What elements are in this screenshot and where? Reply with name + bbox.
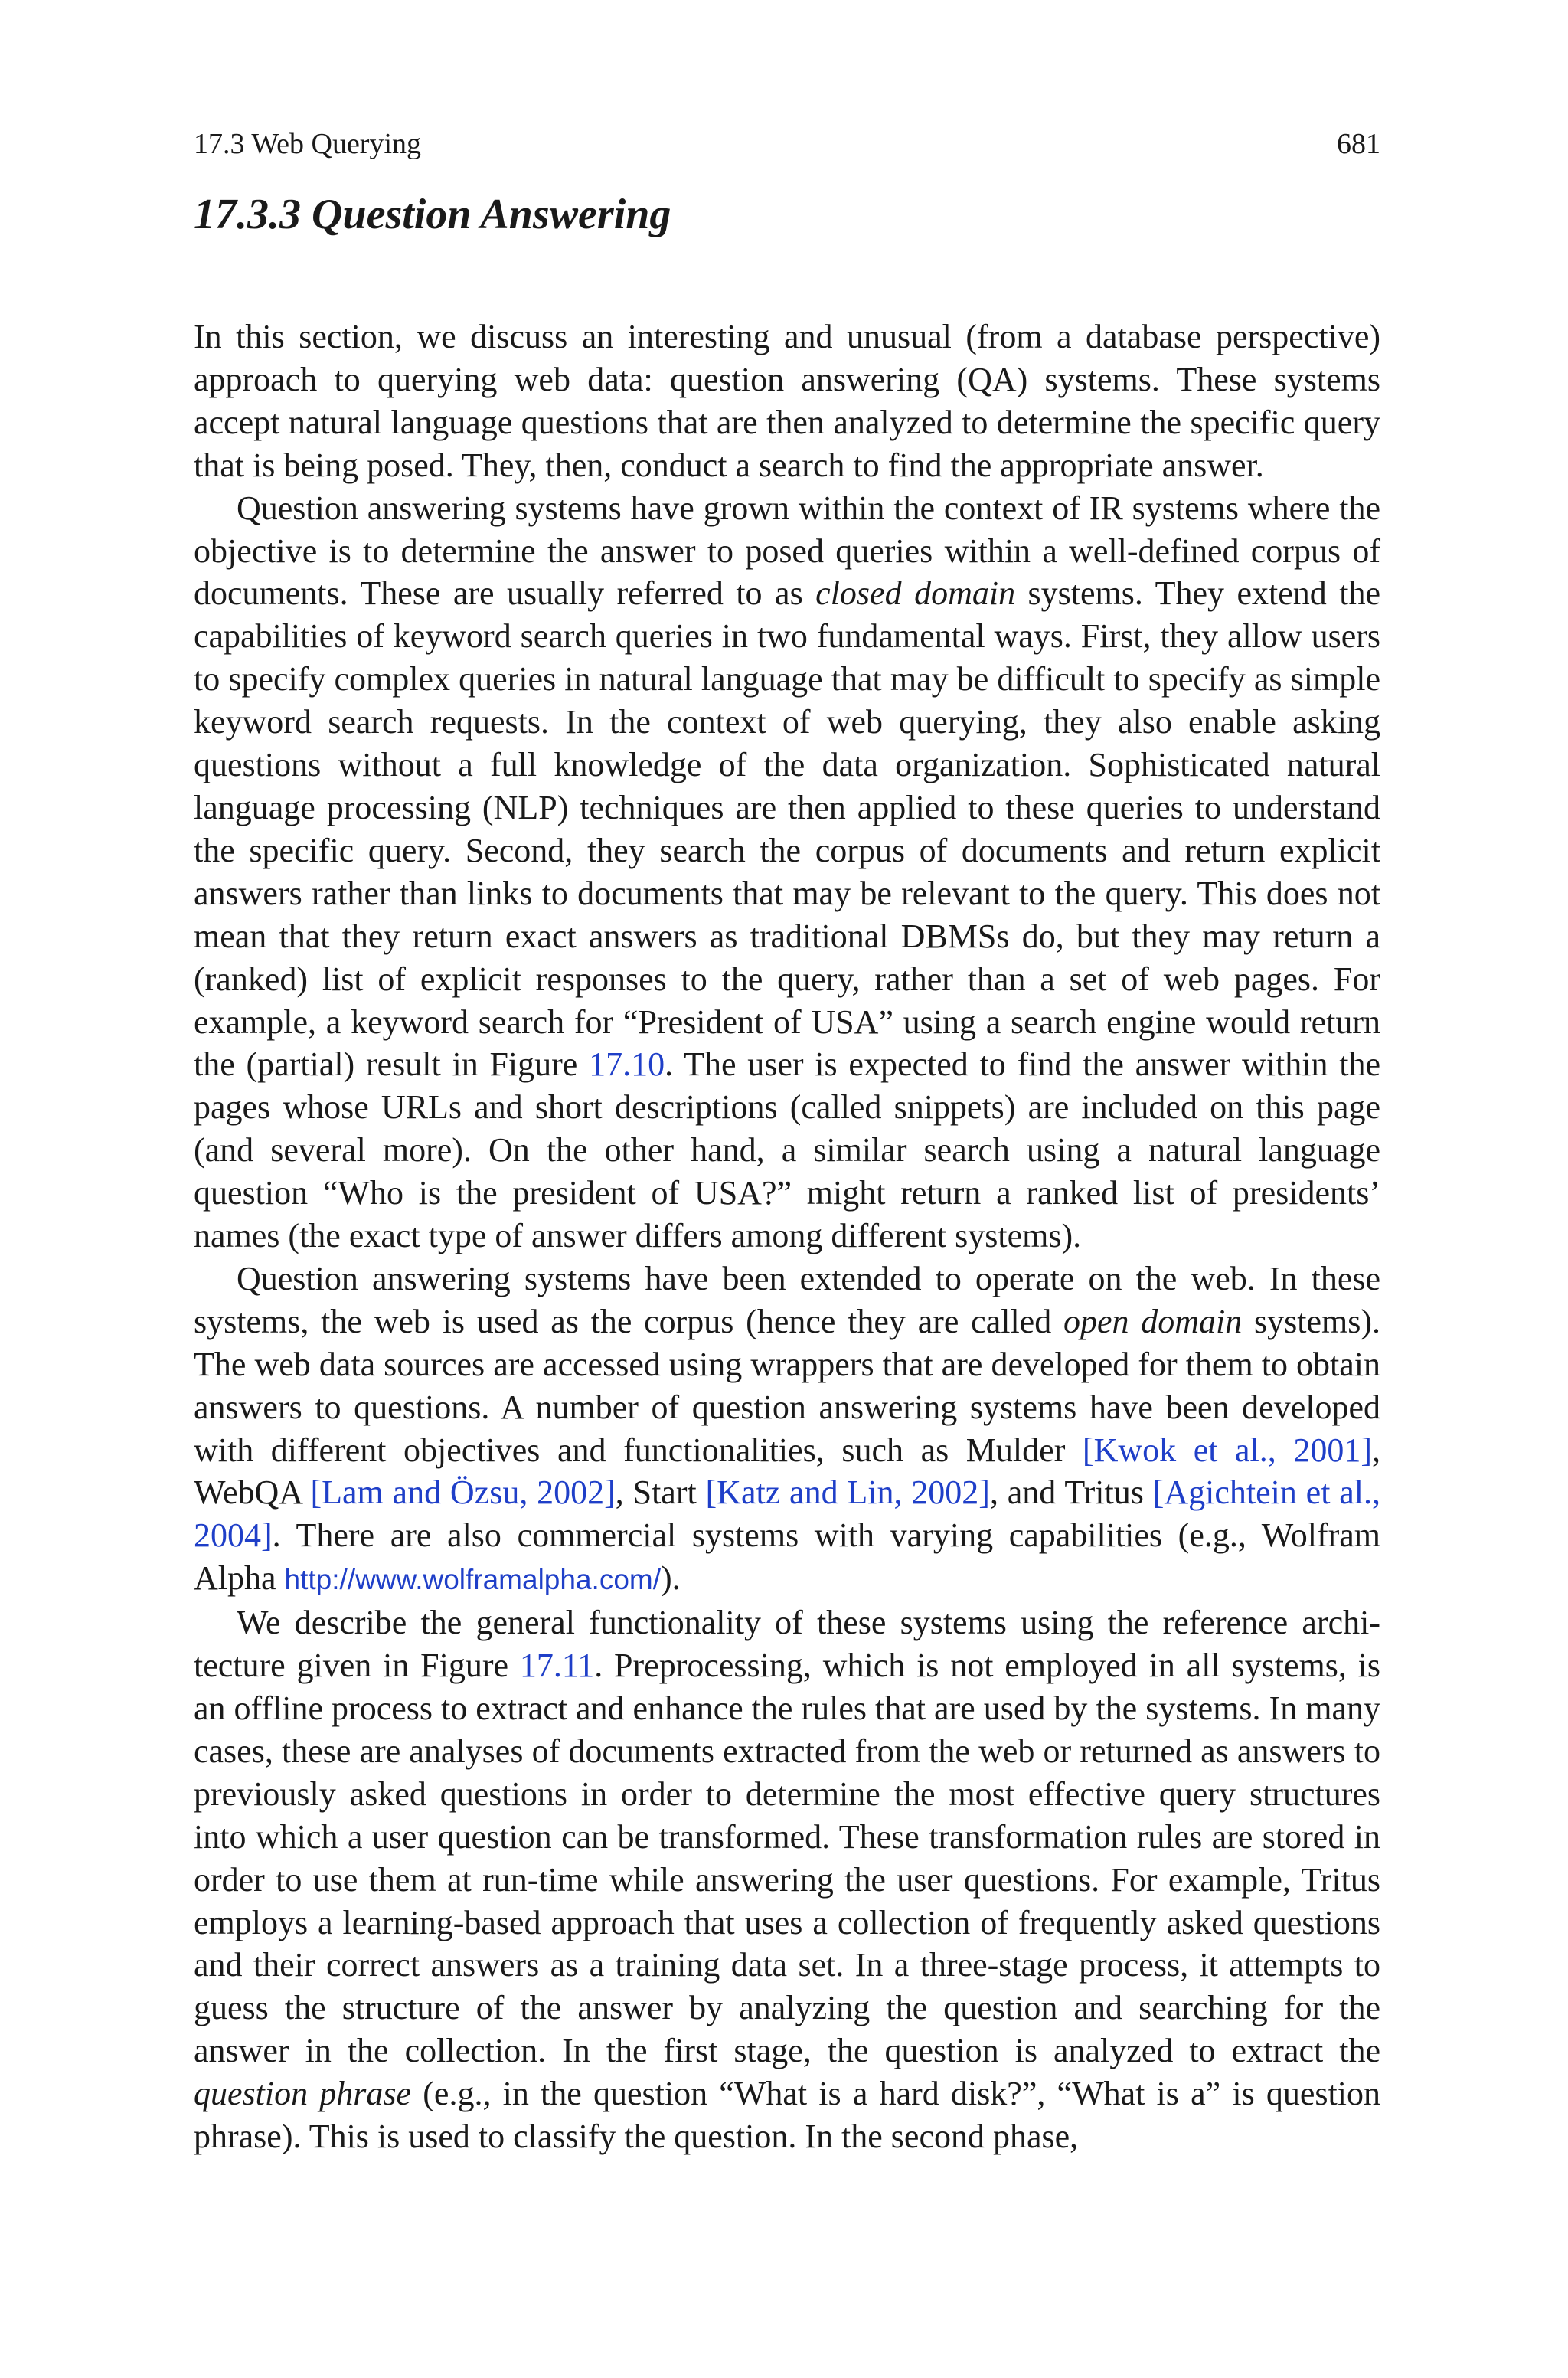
term-open-domain: open domain — [1063, 1302, 1243, 1340]
paragraph-3-text-a: Question answering systems have been extended to operate on the web. In these systems, the web is used as the corpus (hence they are called — [194, 1259, 1380, 1340]
citation-katz-lin-2002[interactable]: [Katz and Lin, 2002] — [705, 1474, 990, 1512]
paragraph-4-text-a: We describe the general functionality of these systems using the reference architecture given in Figure — [194, 1604, 1380, 1685]
citation-agichtein-2004[interactable]: [Agichtein et al., 2004] — [194, 1474, 1380, 1555]
figure-ref-17-10[interactable]: 17.10 — [589, 1045, 665, 1084]
figure-ref-17-11[interactable]: 17.11 — [519, 1647, 595, 1685]
page-number: 681 — [1337, 128, 1380, 160]
wolframalpha-link[interactable]: http://www.wolframalpha.com/ — [284, 1564, 661, 1596]
paragraph-3-text-b: systems). The web data sources are accessed using wrappers that are developed for them to obtain answers to questions. A number of question answering systems have been developed with different objectives and functionalities, such as Mulder — [194, 1302, 1381, 1469]
paragraph-2 — [194, 487, 1380, 1258]
paragraph-2-text-c: . The user is expected to find the answer within the pages whose URLs and short descriptions (called snippets) are included on this page (and several more). On the other hand, a similar search using a natural language question “Who is the president of USA?” might return a ranked list of presidents’ names (the exact type of answer differs among different systems). — [194, 1045, 1380, 1255]
paragraph-3-text-g: ). — [661, 1559, 681, 1598]
paragraph-4 — [194, 1601, 1380, 2158]
paragraph-1: In this section, we discuss an interesting and unusual (from a database perspective) approach to querying web data: question answering (QA) systems. These systems accept natural language questions that are then analyzed to determine the specific query that is being posed. They, then, conduct a search to find the appropriate answer. — [194, 318, 1380, 484]
term-question-phrase: question phrase — [194, 2075, 412, 2113]
running-header — [194, 123, 1380, 165]
paragraph-4-text-b: . Preprocessing, which is not employed in all systems, is an offline process to extract and enhance the rules that are used by the systems. In many cases, these are analyses of documents extracted from the web or returned as answers to previously asked questions in order to determine the most effective query structures into which a user question can be transformed. These transformation rules are stored in order to use them at run-time while answering the user questions. For example, Tritus employs a learning-based approach that uses a collection of frequently asked questions and their correct answers as a training data set. In a three-stage process, it attempts to guess the structure of the answer by analyzing the question and searching for the answer in the collection. In the first stage, the question is analyzed to extract the — [194, 1647, 1381, 2070]
body-text — [194, 316, 1380, 2158]
citation-lam-ozsu-2002[interactable]: [Lam and Özsu, 2002] — [310, 1474, 616, 1512]
paragraph-2-text-b: systems. They extend the capabilities of keyword search queries in two fundamental ways. First, they allow users to specify complex queries in natural language that may be difficult to specify as simple keyword search requests. In the context of web querying, they also enable asking questions without a full knowledge of the data organization. Sophisticated natural language processing (NLP) techniques are then applied to these queries to understand the specific query. Second, they search the corpus of documents and return explicit answers rather than links to documents that may be relevant to the query. This does not mean that they return exact answers as traditional DBMSs do, but they may return a (ranked) list of explicit responses to the query, rather than a set of web pages. For example, a keyword search for “President of USA” using a search engine would return the (partial) result in Figure — [194, 574, 1380, 1084]
paragraph-3-text-f: . There are also commercial systems with varying capabilities (e.g., Wolfram Alpha — [194, 1516, 1380, 1598]
paragraph-3-text-e: , and Tritus — [989, 1474, 1153, 1512]
paragraph-3 — [194, 1258, 1380, 1601]
section-title: 17.3.3 Question Answering — [194, 191, 671, 238]
book-page — [194, 123, 1380, 2158]
citation-kwok-2001[interactable]: [Kwok et al., 2001] — [1082, 1431, 1372, 1469]
paragraph-4-text-c: (e.g., in the question “What is a hard disk?”, “What is a” is question phrase). This is used to classify the question. In the second phase, — [194, 2075, 1380, 2156]
paragraph-3-text-c: , WebQA — [194, 1431, 1380, 1512]
paragraph-3-text-d: , Start — [615, 1474, 706, 1512]
paragraph-2-text-a: Question answering systems have grown within the context of IR systems where the objective is to determine the answer to posed queries within a well-defined corpus of documents. These are usually referred to as — [194, 489, 1380, 613]
term-closed-domain: closed domain — [815, 574, 1016, 613]
running-header-section: 17.3 Web Querying — [194, 128, 422, 160]
